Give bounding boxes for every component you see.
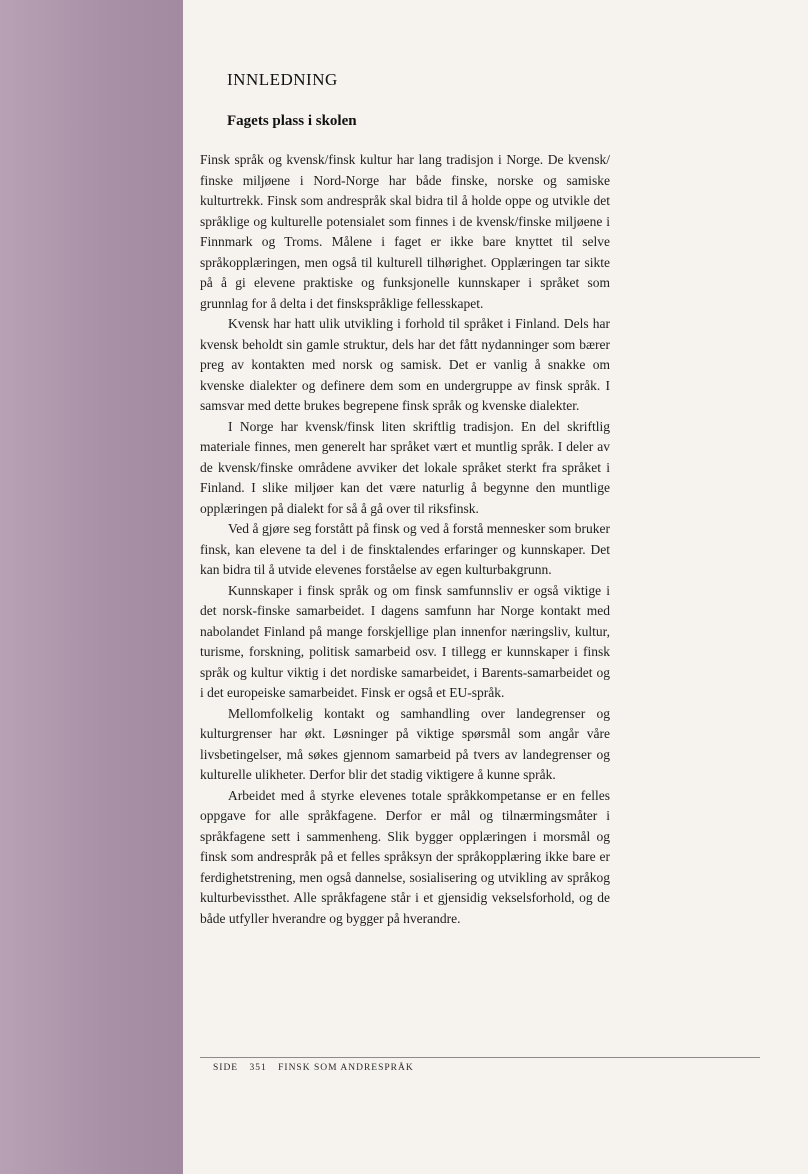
paragraph-6: Mellomfolkelig kontakt og samhandling over landegrenser og kulturgrenser har økt. Løsninger på viktige spørsmål som angår våre livsbetingelser, må søkes gjennom samarbeid på tvers av landegrenser og kulturelle ulikheter. Derfor blir det stadig viktigere å kunne språk. bbox=[200, 705, 610, 782]
footer-subject: FINSK SOM ANDRESPRÅK bbox=[278, 1063, 414, 1073]
paragraph-3: I Norge har kvensk/finsk liten skriftlig tradisjon. En del skriftlig materiale finnes, men generelt har språket vært et muntlig språk. I deler av de kvensk/finske områdene avviker det lokale språket sterkt fra språket i Finland. I slike miljøer kan det være naturlig å begynne den muntlige opplæringen på dialekt for så å gå over til riksfinsk. bbox=[200, 418, 610, 516]
paragraph-5: Kunnskaper i finsk språk og om finsk samfunnsliv er også viktige i det norsk-finske samarbeidet. I dagens samfunn har Norge kontakt med nabolandet Finland på mange forskjellige plan innenfor næringsliv, kultur, turisme, forskning, politisk samarbeid osv. I tillegg er kunnskaper i finsk språk og kultur viktig i det nordiske samarbeidet, i Barents-samarbeidet og i det europeiske samarbeidet. Finsk er også et EU-språk. bbox=[200, 582, 610, 700]
decorative-side-band bbox=[0, 0, 183, 1174]
page-number: 351 bbox=[249, 1063, 267, 1073]
paragraph-7: Arbeidet med å styrke elevenes totale språkkompetanse er en felles oppgave for alle språkfagene. Derfor er mål og tilnærmingsmåter i språkfagene sett i sammenheng. Slik bygger opplæringen i morsmål og finsk som andrespråk på et felles språksyn der språkopplæring ikke bare er ferdighetstrening, men også dannelse, sosialisering og utvikling av språkog kulturbevissthet. Alle språkfagene står i et gjensidig vekselsforhold, og de både utfyller hverandre og bygger på hverandre. bbox=[200, 787, 610, 926]
paragraph-1: Finsk språk og kvensk/finsk kultur har lang tradisjon i Norge. De kvensk/ finske miljøene i Nord-Norge har både finske, norske og samiske kulturtrekk. Finsk som andrespråk skal bidra til å holde oppe og utvikle det språklige og kulturelle potensialet som finnes i de kvensk/finske miljøene i Finnmark og Troms. Målene i faget er ikke bare knyttet til selve språkopplæringen, men også til kulturell tilhørighet. Opplæringen tar sikte på å gi elevene praktiske og funksjonelle kunnskaper i språket som grunnlag for å delta i det finskspråklige fellesskapet. bbox=[200, 152, 610, 311]
section-heading: INNLEDNING bbox=[227, 70, 338, 89]
body-text bbox=[200, 150, 610, 929]
paragraph-2: Kvensk har hatt ulik utvikling i forhold til språket i Finland. Dels har kvensk beholdt sin gamle struktur, dels har det fått nydanninger som bærer preg av kontakten med norsk og samisk. Det er vanlig å snakke om kvenske dialekter og definere dem som en undergruppe av finsk språk. I samsvar med dette brukes begrepene finsk språk og kvenske dialekter. bbox=[200, 316, 610, 413]
page-footer bbox=[213, 1063, 422, 1073]
footer-label: SIDE bbox=[213, 1063, 239, 1073]
footer-divider bbox=[200, 1057, 760, 1058]
subsection-heading: Fagets plass i skolen bbox=[227, 113, 357, 129]
paragraph-4: Ved å gjøre seg forstått på finsk og ved å forstå mennesker som bruker finsk, kan elevene ta del i de finsktalendes erfaringer og kunnskaper. Det kan bidra til å utvide elevenes forståelse av egen kulturbakgrunn. bbox=[200, 521, 610, 577]
